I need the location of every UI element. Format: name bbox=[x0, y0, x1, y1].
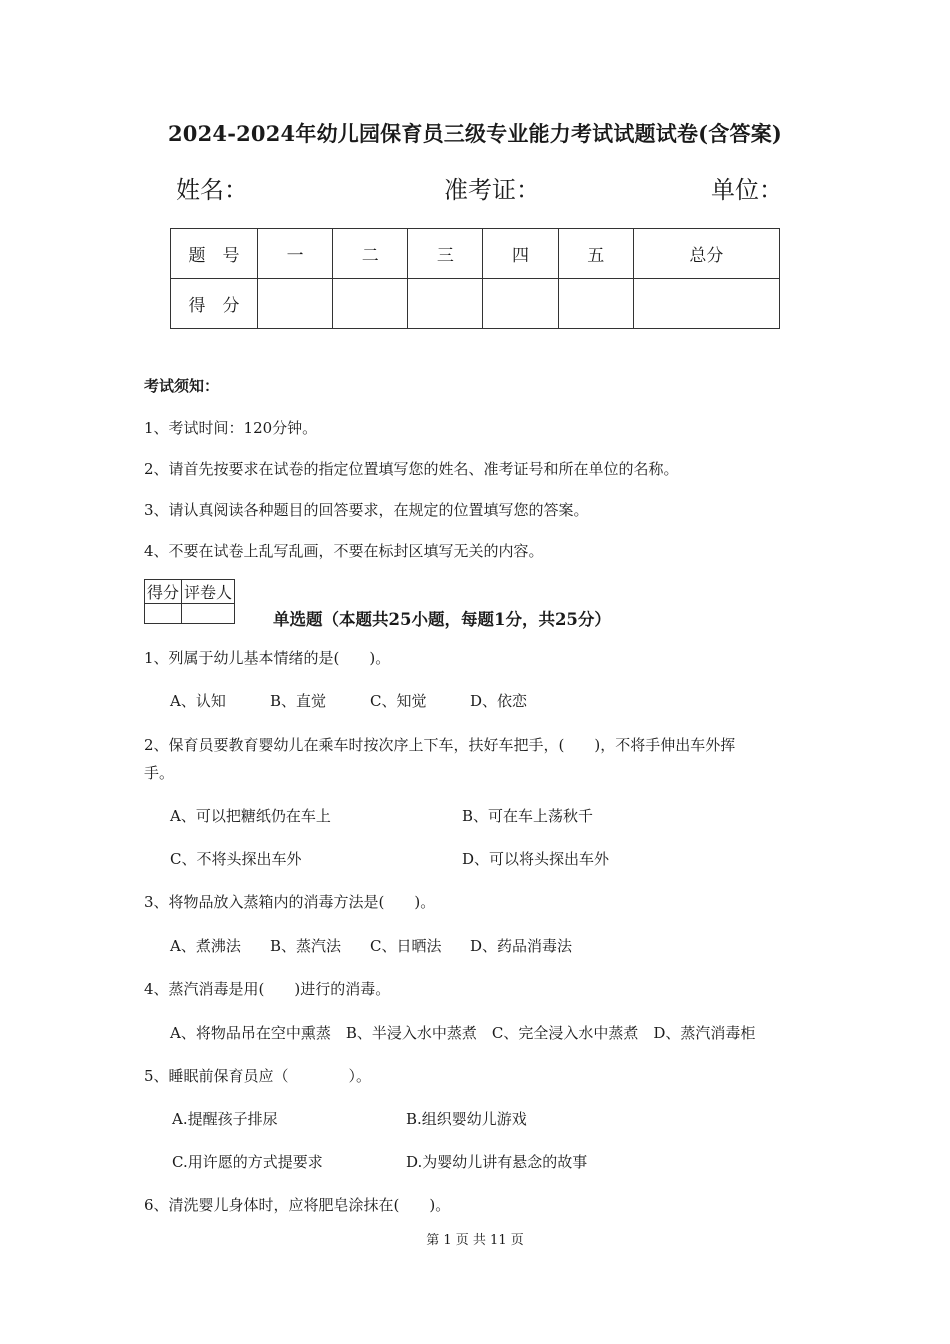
score-header-cell: 题 号 bbox=[171, 229, 258, 279]
option-c: C、知觉 bbox=[370, 692, 427, 710]
score-header-cell: 二 bbox=[333, 229, 408, 279]
score-table-header-row bbox=[171, 229, 780, 279]
score-cell bbox=[558, 279, 633, 329]
question-options: A、将物品吊在空中熏蒸 B、半浸入水中蒸煮 C、完全浸入水中蒸煮 D、蒸汽消毒柜 bbox=[170, 1024, 756, 1042]
option-a: A、煮沸法 bbox=[170, 937, 241, 955]
notice-heading: 考试须知： bbox=[144, 377, 220, 395]
grader-box-grader-label: 评卷人 bbox=[182, 580, 235, 604]
page-footer: 第 1 页 共 11 页 bbox=[426, 1233, 524, 1248]
score-table-score-row bbox=[171, 279, 780, 329]
question-stem: 4、蒸汽消毒是用( )进行的消毒。 bbox=[144, 980, 391, 998]
score-header-cell: 总分 bbox=[633, 229, 779, 279]
option-b: B、直觉 bbox=[270, 692, 327, 710]
option-c: C、不将头探出车外 bbox=[170, 850, 302, 868]
option-b: B、蒸汽法 bbox=[270, 937, 342, 955]
notice-item: 1、考试时间：120分钟。 bbox=[144, 419, 318, 437]
option-c: C、日晒法 bbox=[370, 937, 442, 955]
option-d: D、药品消毒法 bbox=[470, 937, 573, 955]
grader-box-score-label: 得分 bbox=[145, 580, 182, 604]
grader-box-cell bbox=[145, 604, 182, 624]
score-cell bbox=[483, 279, 558, 329]
score-cell bbox=[633, 279, 779, 329]
question-stem: 5、睡眠前保育员应（ ）。 bbox=[144, 1067, 372, 1085]
question-stem-continued: 手。 bbox=[144, 764, 175, 782]
exam-id-field-label: 准考证： bbox=[444, 176, 540, 204]
score-header-cell: 三 bbox=[408, 229, 483, 279]
score-header-cell: 五 bbox=[558, 229, 633, 279]
notice-item: 3、请认真阅读各种题目的回答要求，在规定的位置填写您的答案。 bbox=[144, 501, 589, 519]
option-d: D、可以将头探出车外 bbox=[462, 850, 610, 868]
notice-item: 2、请首先按要求在试卷的指定位置填写您的姓名、准考证号和所在单位的名称。 bbox=[144, 460, 679, 478]
grader-box bbox=[144, 579, 235, 624]
section-title: 单选题（本题共25小题，每题1分，共25分） bbox=[273, 610, 611, 629]
question-stem: 6、清洗婴儿身体时，应将肥皂涂抹在( )。 bbox=[144, 1196, 451, 1214]
score-cell bbox=[258, 279, 333, 329]
name-field-label: 姓名： bbox=[176, 176, 248, 204]
unit-field-label: 单位： bbox=[711, 176, 783, 204]
question-stem: 1、列属于幼儿基本情绪的是( )。 bbox=[144, 649, 391, 667]
question-stem: 3、将物品放入蒸箱内的消毒方法是( )。 bbox=[144, 893, 436, 911]
option-c: C.用许愿的方式提要求 bbox=[172, 1153, 323, 1171]
score-row-label: 得 分 bbox=[171, 279, 258, 329]
score-cell bbox=[408, 279, 483, 329]
option-b: B、可在车上荡秋千 bbox=[462, 807, 594, 825]
option-a: A、认知 bbox=[170, 692, 226, 710]
option-d: D.为婴幼儿讲有悬念的故事 bbox=[406, 1153, 588, 1171]
score-table bbox=[170, 228, 780, 329]
notice-item: 4、不要在试卷上乱写乱画，不要在标封区填写无关的内容。 bbox=[144, 542, 544, 560]
option-a: A.提醒孩子排尿 bbox=[172, 1110, 278, 1128]
score-cell bbox=[333, 279, 408, 329]
grader-box-cell bbox=[182, 604, 235, 624]
option-b: B.组织婴幼儿游戏 bbox=[406, 1110, 527, 1128]
question-stem: 2、保育员要教育婴幼儿在乘车时按次序上下车，扶好车把手，( )，不将手伸出车外挥 bbox=[144, 736, 736, 754]
option-d: D、依恋 bbox=[470, 692, 528, 710]
score-header-cell: 一 bbox=[258, 229, 333, 279]
option-a: A、可以把糖纸仍在车上 bbox=[170, 807, 331, 825]
page-title: 2024-2024年幼儿园保育员三级专业能力考试试题试卷(含答案) bbox=[167, 121, 783, 146]
score-header-cell: 四 bbox=[483, 229, 558, 279]
